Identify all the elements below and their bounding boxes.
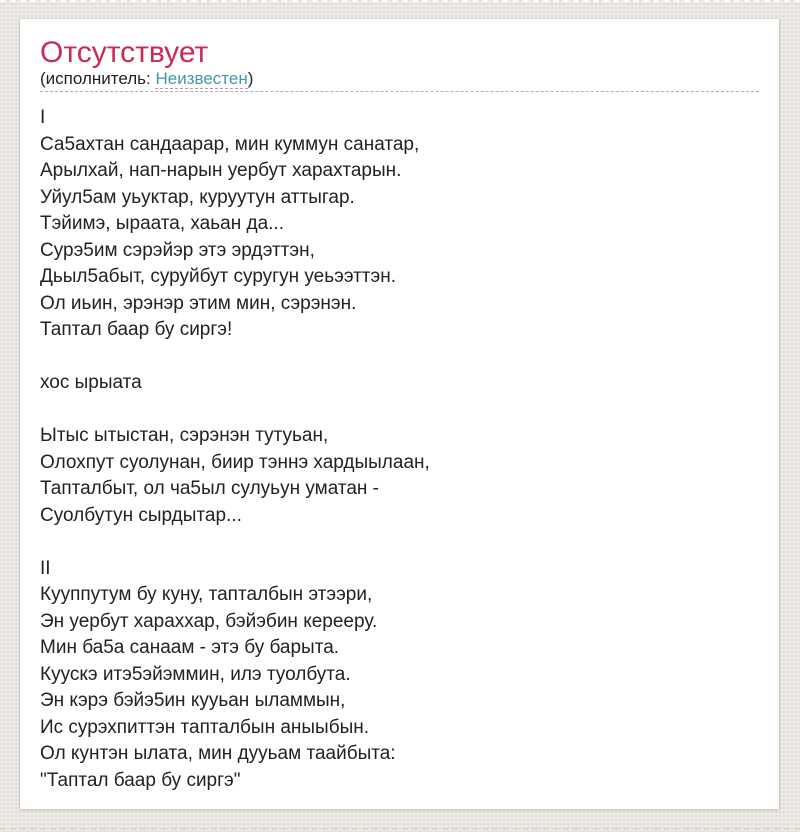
lyric-line: Тэйимэ, ыраата, хаьан да...	[40, 213, 284, 234]
lyric-line: I	[40, 107, 46, 128]
lyric-line: Мин ба5а санаам - этэ бу барыта.	[40, 637, 340, 658]
lyric-line: Куускэ итэ5эйэммин, илэ туолбута.	[40, 663, 351, 685]
background-texture-bottom-line	[0, 828, 800, 830]
lyric-line: Эн кэрэ бэйэ5ин кууьан ыламмын,	[40, 690, 346, 711]
lyric-line: хос ырыата	[40, 372, 142, 393]
lyric-line: "Таптал баар бу сиргэ"	[40, 769, 241, 791]
lyric-line: Арылхай, нап-нарын уербут харахтарын.	[40, 160, 402, 181]
lyric-line: Суолбутун сырдытар...	[40, 504, 242, 526]
lyric-line: Сурэ5им сэрэйэр этэ эрдэттэн,	[40, 239, 315, 261]
lyric-line	[40, 397, 759, 424]
artist-line	[40, 69, 759, 89]
artist-label-suffix: )	[247, 69, 254, 88]
artist-link[interactable]: Неизвестен	[155, 69, 248, 88]
lyric-line: Ол иьин, эрэнэр этим мин, сэрэнэн.	[40, 292, 357, 314]
song-title: Отсутствует	[40, 36, 209, 69]
background-texture-top-line	[0, 0, 800, 2]
lyric-line	[40, 344, 759, 371]
lyric-line: Са5ахтан сандаарар, мин куммун санатар,	[40, 133, 420, 155]
lyric-line: Тапталбыт, ол ча5ыл сулуьун уматан -	[40, 478, 380, 499]
lyric-line: Уйул5ам уьуктар, куруутун аттыгар.	[40, 186, 355, 208]
lyric-line: II	[40, 557, 51, 579]
lyric-line: Эн уербут хараххар, бэйэбин керееру.	[40, 610, 378, 632]
lyric-line: Дьыл5абыт, суруйбут суругун уеьээттэн.	[40, 266, 396, 287]
lyric-line	[40, 529, 759, 556]
lyric-line: Таптал баар бу сиргэ!	[40, 319, 233, 340]
song-header	[40, 19, 759, 92]
lyrics-card	[20, 19, 779, 809]
lyric-line: Ис сурэхпиттэн тапталбын аныыбын.	[40, 716, 370, 738]
artist-label-prefix: (исполнитель:	[40, 69, 156, 88]
lyric-line: Олохпут суолунан, биир тэннэ хардыылаан,	[40, 451, 430, 473]
lyric-line: Кууппутум бу куну, тапталбын этээри,	[40, 584, 373, 605]
lyric-line: Ол кунтэн ылата, мин дууьам таайбыта:	[40, 743, 396, 764]
lyric-line: Ытыс ытыстан, сэрэнэн тутуьан,	[40, 425, 329, 446]
lyrics-text	[40, 105, 759, 794]
